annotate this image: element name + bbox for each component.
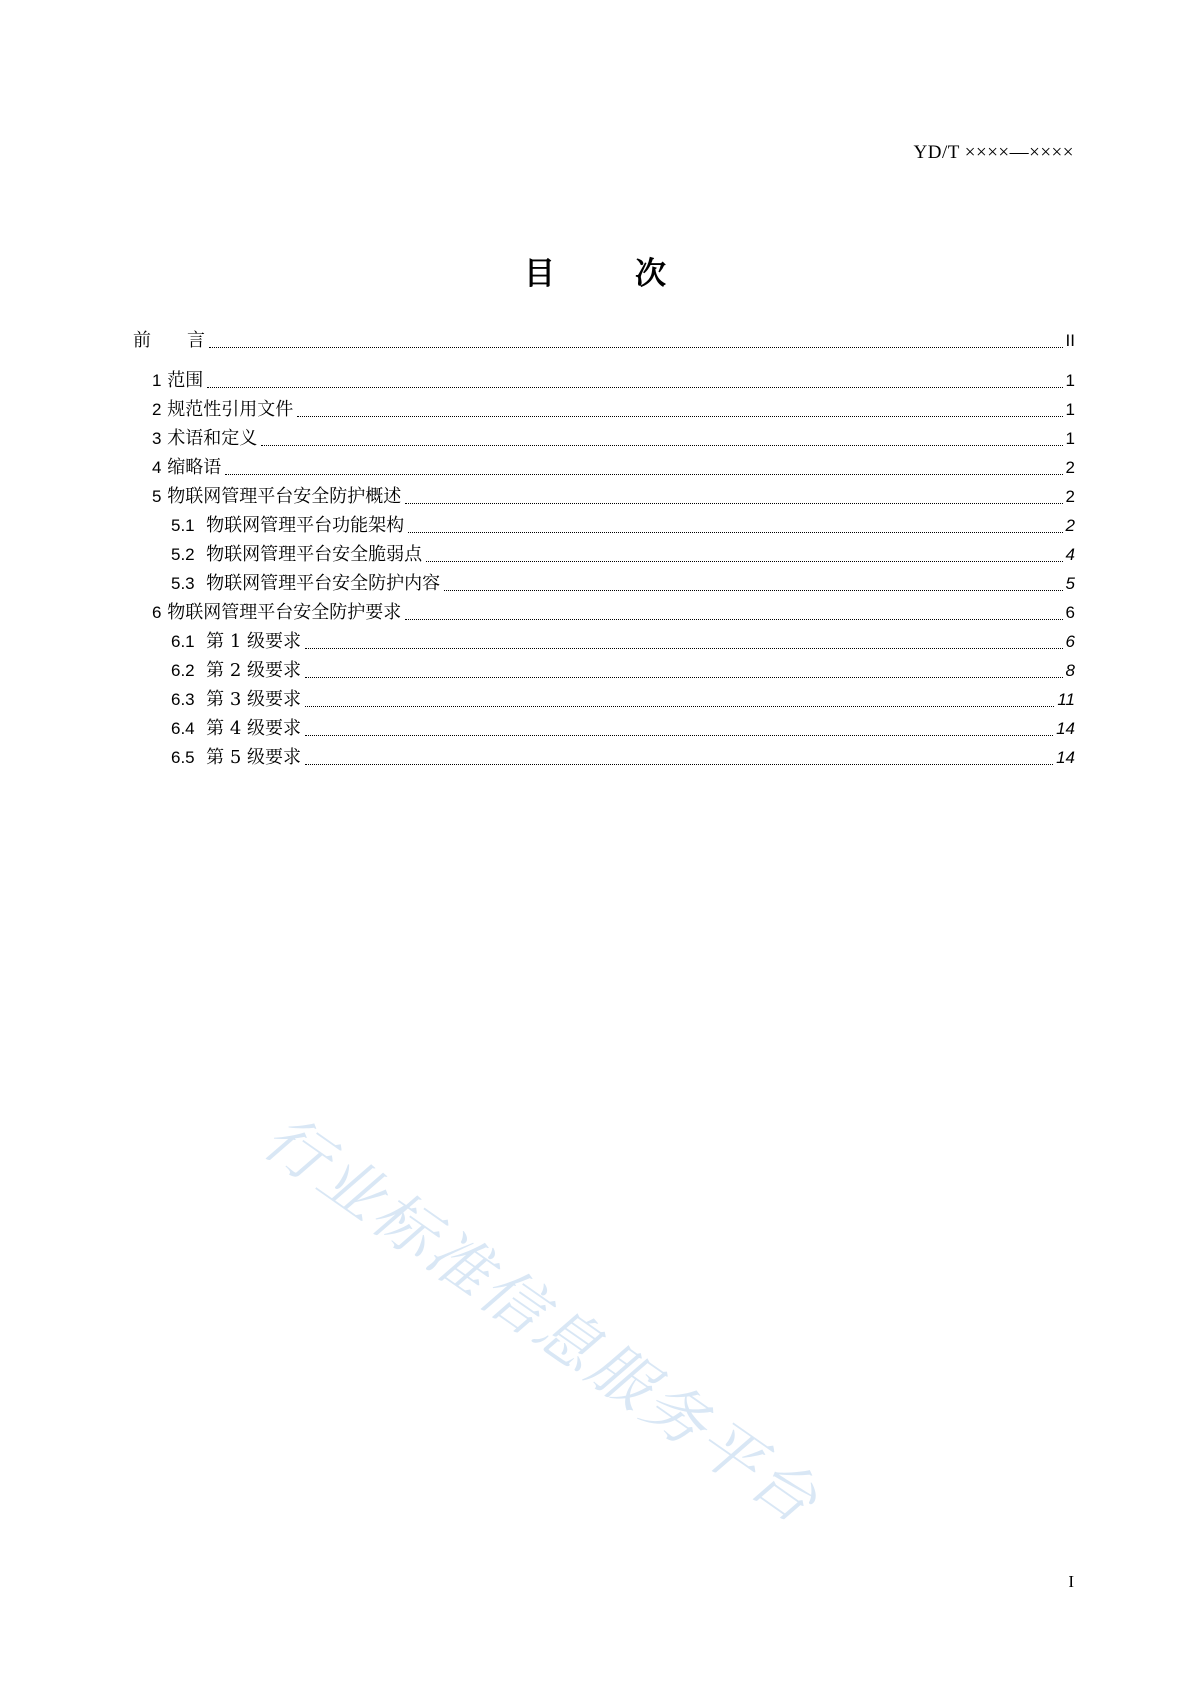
- toc-entry-text: 规范性引用文件: [167, 399, 294, 420]
- dot-leader: [261, 444, 1062, 446]
- toc-entry-label: [152, 454, 221, 482]
- toc-entry-label: [171, 541, 422, 569]
- toc-entry-number: 6.3: [171, 690, 195, 709]
- watermark: 行业标准信息服务平台: [250, 1100, 834, 1540]
- toc-entry[interactable]: [171, 744, 1075, 772]
- toc-entry[interactable]: [171, 715, 1075, 743]
- toc-entry-page: 1: [1065, 400, 1075, 419]
- toc-entry-label: [171, 628, 301, 656]
- toc-entry[interactable]: [171, 686, 1075, 714]
- toc-entry-page: 5: [1065, 574, 1075, 593]
- toc-entry[interactable]: [133, 327, 1075, 355]
- toc-entry[interactable]: [152, 454, 1075, 482]
- dot-leader: [305, 676, 1063, 678]
- toc-entry-number: 5: [152, 487, 162, 506]
- toc-entry-number: 6.4: [171, 719, 195, 738]
- toc-entry[interactable]: [152, 483, 1075, 511]
- dot-leader: [305, 734, 1053, 736]
- toc-entry-number: 5.2: [171, 545, 195, 564]
- dot-leader: [305, 705, 1054, 707]
- page-number: I: [1068, 1572, 1074, 1591]
- toc-entry-text: 第 3 级要求: [206, 689, 301, 710]
- toc-entry-text: 第 4 级要求: [206, 718, 301, 739]
- toc-entry-page: 14: [1056, 748, 1075, 767]
- toc-entry-number: 6: [152, 603, 162, 622]
- dot-leader: [297, 415, 1062, 417]
- dot-leader: [405, 618, 1062, 620]
- toc-entry-number: 5.3: [171, 574, 195, 593]
- toc-entry-text: 物联网管理平台安全防护概述: [167, 486, 402, 507]
- toc-entry-number: 1: [152, 371, 162, 390]
- toc-entry-number: 5.1: [171, 516, 195, 535]
- toc-entry[interactable]: [171, 512, 1075, 540]
- toc-entry-label: [171, 657, 301, 685]
- toc-entry[interactable]: [152, 425, 1075, 453]
- toc-entry-text: 范围: [167, 370, 204, 391]
- toc-entry-number: 3: [152, 429, 162, 448]
- dot-leader: [305, 647, 1063, 649]
- dot-leader: [305, 763, 1053, 765]
- dot-leader: [408, 531, 1062, 533]
- toc-entry-text: 缩略语: [167, 457, 222, 478]
- toc-entry-text: 第 1 级要求: [206, 631, 301, 652]
- toc-entry-page: 2: [1065, 516, 1075, 535]
- toc-entry-label: [171, 715, 301, 743]
- dot-leader: [225, 473, 1062, 475]
- toc-entry-page: 2: [1065, 458, 1075, 477]
- toc-entry-page: 1: [1065, 429, 1075, 448]
- toc-entry-page: 2: [1065, 487, 1075, 506]
- toc-entry-page: II: [1065, 331, 1075, 350]
- toc-entry-text: 前 言: [133, 330, 205, 351]
- toc-entry[interactable]: [152, 599, 1075, 627]
- dot-leader: [209, 346, 1063, 348]
- toc-entry-label: [152, 425, 257, 453]
- toc-entry[interactable]: [171, 570, 1075, 598]
- toc-entry-text: 物联网管理平台安全脆弱点: [206, 544, 423, 565]
- toc-entry-number: 6.5: [171, 748, 195, 767]
- toc-entry[interactable]: [171, 541, 1075, 569]
- toc-entry-page: 4: [1065, 545, 1075, 564]
- page-title: [0, 248, 1190, 293]
- toc-entry-label: [152, 367, 203, 395]
- document-code: YD/T ××××—××××: [913, 142, 1074, 163]
- toc-entry-text: 第 5 级要求: [206, 747, 301, 768]
- toc-entry-number: 6.1: [171, 632, 195, 651]
- toc-entry[interactable]: [171, 628, 1075, 656]
- dot-leader: [207, 386, 1062, 388]
- toc-entry[interactable]: [152, 367, 1075, 395]
- toc-entry[interactable]: [171, 657, 1075, 685]
- toc-entry-page: 6: [1065, 632, 1075, 651]
- toc-entry-page: 11: [1057, 690, 1075, 709]
- toc-entry-label: [171, 744, 301, 772]
- toc-entry-page: 6: [1065, 603, 1075, 622]
- toc-entry-page: 14: [1056, 719, 1075, 738]
- title-char-1: 目: [524, 256, 555, 292]
- toc-entry-label: [133, 327, 205, 355]
- toc-entry-text: 物联网管理平台功能架构: [206, 515, 405, 536]
- toc-entry-number: 6.2: [171, 661, 195, 680]
- toc-entry-label: [171, 512, 404, 540]
- dot-leader: [444, 589, 1062, 591]
- dot-leader: [426, 560, 1062, 562]
- toc-entry-label: [152, 599, 401, 627]
- toc-entry-label: [171, 570, 440, 598]
- toc-entry-label: [152, 483, 401, 511]
- toc-entry[interactable]: [152, 396, 1075, 424]
- toc-entry-text: 术语和定义: [167, 428, 258, 449]
- toc-entry-page: 8: [1065, 661, 1075, 680]
- toc-entry-text: 第 2 级要求: [206, 660, 301, 681]
- toc-entry-text: 物联网管理平台安全防护内容: [206, 573, 441, 594]
- toc-entry-text: 物联网管理平台安全防护要求: [167, 602, 402, 623]
- title-char-2: 次: [635, 256, 666, 292]
- toc-entry-page: 1: [1065, 371, 1075, 390]
- toc-entry-label: [171, 686, 301, 714]
- toc-entry-number: 2: [152, 400, 162, 419]
- toc-entry-label: [152, 396, 293, 424]
- toc-entry-number: 4: [152, 458, 162, 477]
- dot-leader: [405, 502, 1062, 504]
